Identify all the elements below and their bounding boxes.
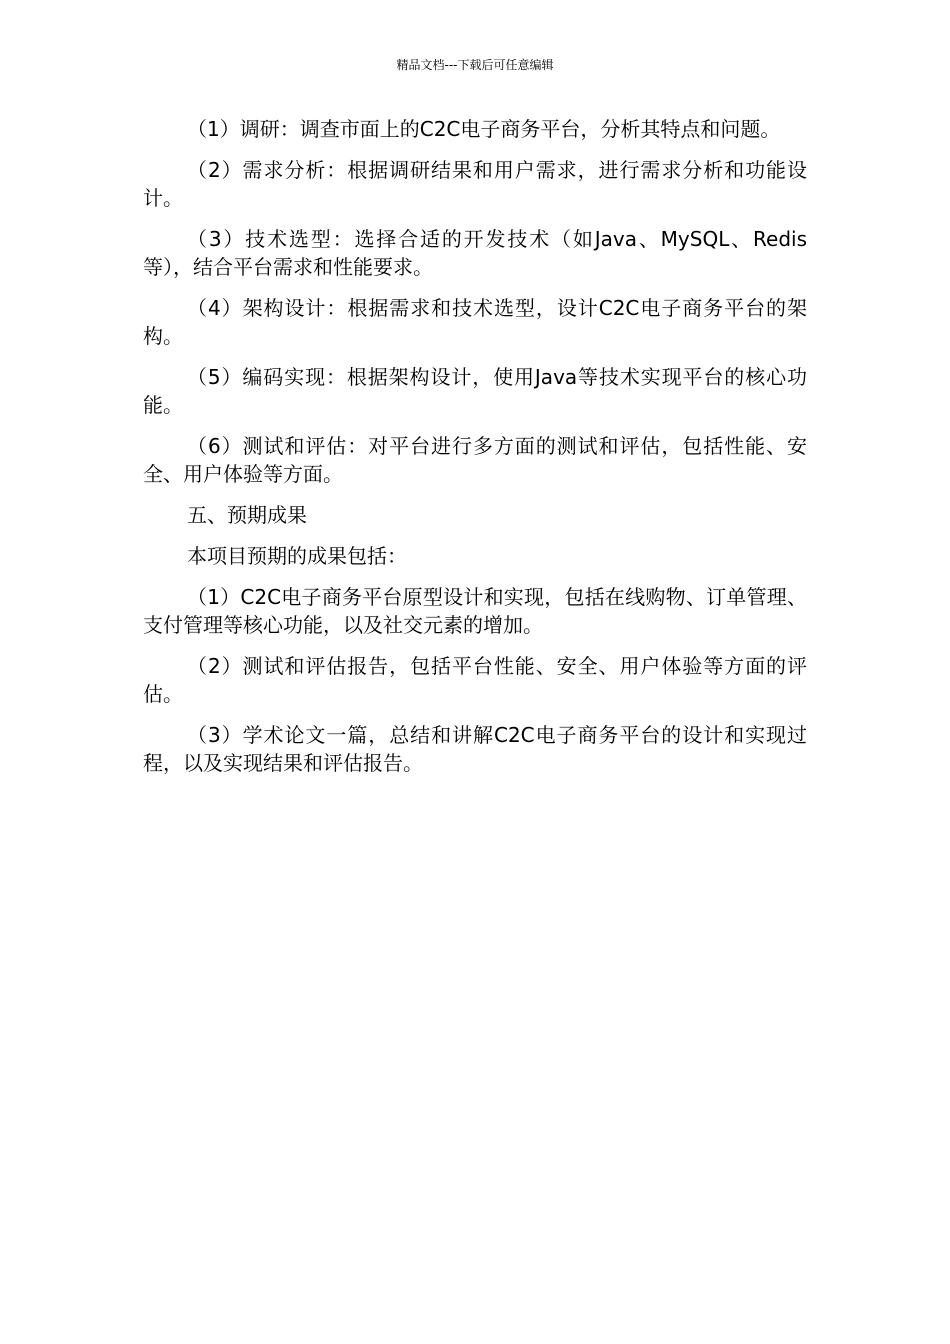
paragraph-requirements-analysis: （2）需求分析：根据调研结果和用户需求，进行需求分析和功能设计。 [143,158,807,210]
paragraph-result-paper: （3）学术论文一篇，总结和讲解C2C电子商务平台的设计和实现过程，以及实现结果和评估报告。 [143,723,807,775]
paragraph-result-prototype: （1）C2C电子商务平台原型设计和实现，包括在线购物、订单管理、支付管理等核心功能，以及社交元素的增加。 [143,585,807,637]
paragraph-results-intro: 本项目预期的成果包括： [187,544,407,568]
paragraph-coding: （5）编码实现：根据架构设计，使用Java等技术实现平台的核心功能。 [143,365,807,417]
paragraph-testing: （6）测试和评估：对平台进行多方面的测试和评估，包括性能、安全、用户体验等方面。 [143,434,807,486]
page-header: 精品文档---下载后可任意编辑 [396,58,554,72]
paragraph-research: （1）调研：调查市面上的C2C电子商务平台，分析其特点和问题。 [187,117,781,141]
section-heading-expected-results: 五、预期成果 [187,503,307,527]
paragraph-architecture-design: （4）架构设计：根据需求和技术选型，设计C2C电子商务平台的架构。 [143,296,807,348]
paragraph-result-report: （2）测试和评估报告，包括平台性能、安全、用户体验等方面的评估。 [143,654,807,706]
paragraph-tech-selection: （3）技术选型：选择合适的开发技术（如Java、MySQL、Redis等），结合平台需求和性能要求。 [143,227,807,279]
document-body [143,115,807,790]
